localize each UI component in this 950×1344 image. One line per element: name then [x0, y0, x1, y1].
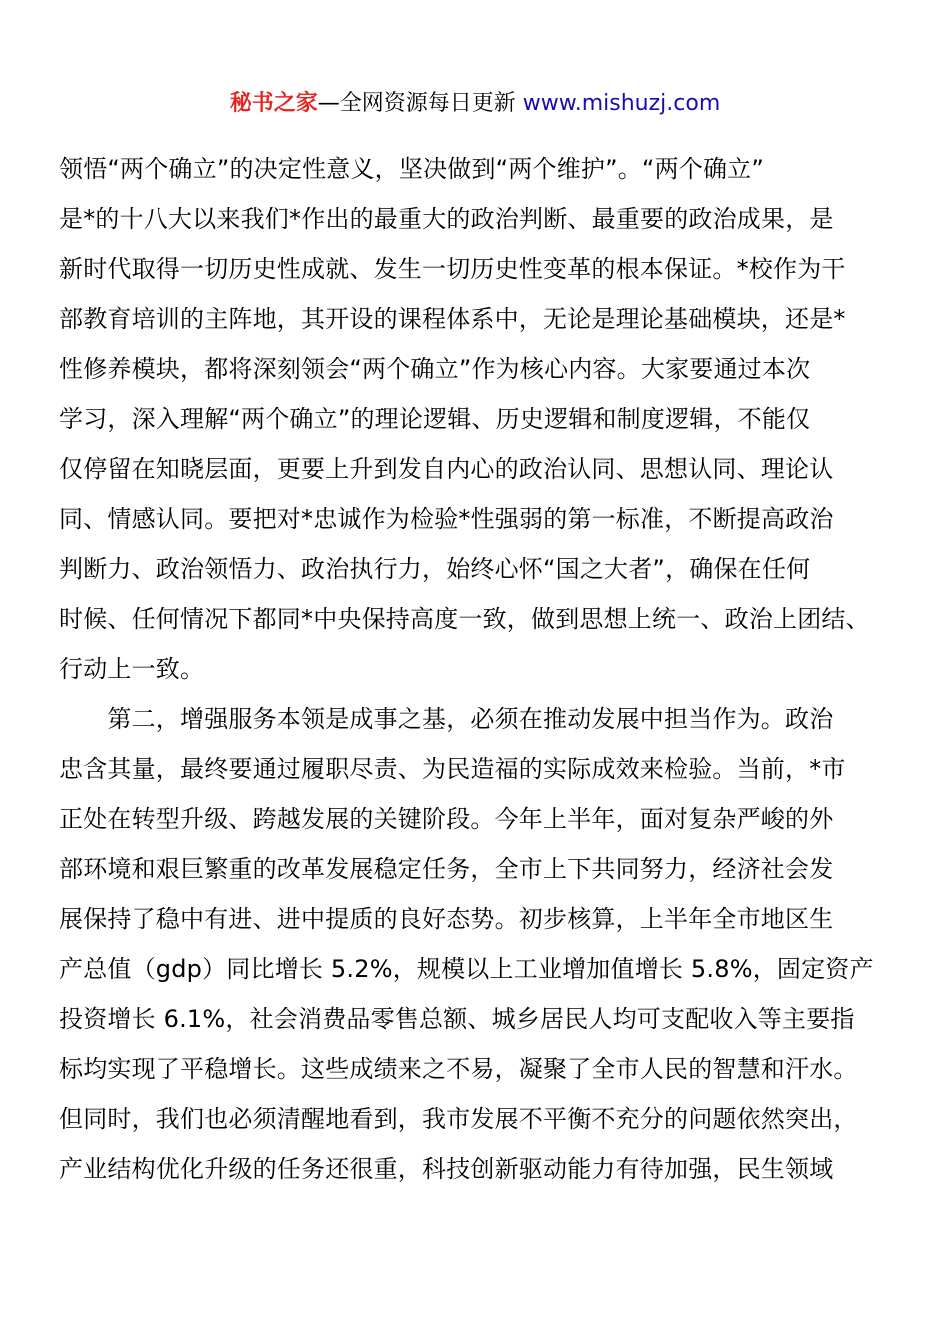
body-line: 性修养模块，都将深刻领会“两个确立”作为核心内容。大家要通过本次	[59, 355, 811, 383]
brand-name: 秘书之家	[229, 91, 318, 116]
body-line: 标均实现了平稳增长。这些成绩来之不易，凝聚了全市人民的智慧和汗水。	[59, 1055, 858, 1083]
body-line: 但同时，我们也必须清醒地看到，我市发展不平衡不充分的问题依然突出，	[59, 1105, 858, 1133]
body-line: 展保持了稳中有进、进中提质的良好态势。初步核算，上半年全市地区生	[59, 905, 834, 933]
document-body	[59, 144, 899, 1194]
body-line: 产总值（gdp）同比增长 5.2%，规模以上工业增加值增长 5.8%，固定资产	[59, 955, 874, 983]
body-line: 同、情感认同。要把对*忠诚作为检验*性强弱的第一标准，不断提高政治	[59, 505, 834, 533]
body-line: 第二，增强服务本领是成事之基，必须在推动发展中担当作为。政治	[59, 705, 834, 733]
body-line: 正处在转型升级、跨越发展的关键阶段。今年上半年，面对复杂严峻的外	[59, 805, 834, 833]
body-line: 部教育培训的主阵地，其开设的课程体系中，无论是理论基础模块，还是*	[59, 305, 846, 333]
body-line: 是*的十八大以来我们*作出的最重大的政治判断、最重要的政治成果，是	[59, 205, 834, 233]
body-line: 时候、任何情况下都同*中央保持高度一致，做到思想上统一、政治上团结、	[59, 605, 870, 633]
body-line: 仅停留在知晓层面，更要上升到发自内心的政治认同、思想认同、理论认	[59, 455, 834, 483]
body-line: 判断力、政治领悟力、政治执行力，始终心怀“国之大者”，确保在任何	[59, 555, 811, 583]
body-line: 忠含其量，最终要通过履职尽责、为民造福的实际成效来检验。当前，*市	[59, 755, 846, 783]
page-header	[0, 86, 950, 122]
body-line: 学习，深入理解“两个确立”的理论逻辑、历史逻辑和制度逻辑，不能仅	[59, 405, 811, 433]
body-line: 新时代取得一切历史性成就、发生一切历史性变革的根本保证。*校作为干	[59, 255, 846, 283]
body-line: 产业结构优化升级的任务还很重，科技创新驱动能力有待加强，民生领域	[59, 1155, 834, 1183]
header-tagline: —全网资源每日更新	[317, 91, 523, 116]
body-line: 部环境和艰巨繁重的改革发展稳定任务，全市上下共同努力，经济社会发	[59, 855, 834, 883]
body-line: 投资增长 6.1%，社会消费品零售总额、城乡居民人均可支配收入等主要指	[59, 1005, 855, 1033]
body-line: 领悟“两个确立”的决定性意义，坚决做到“两个维护”。“两个确立”	[59, 155, 764, 183]
website-link[interactable]: www.mishuzj.com	[522, 91, 721, 116]
body-line: 行动上一致。	[59, 655, 205, 683]
